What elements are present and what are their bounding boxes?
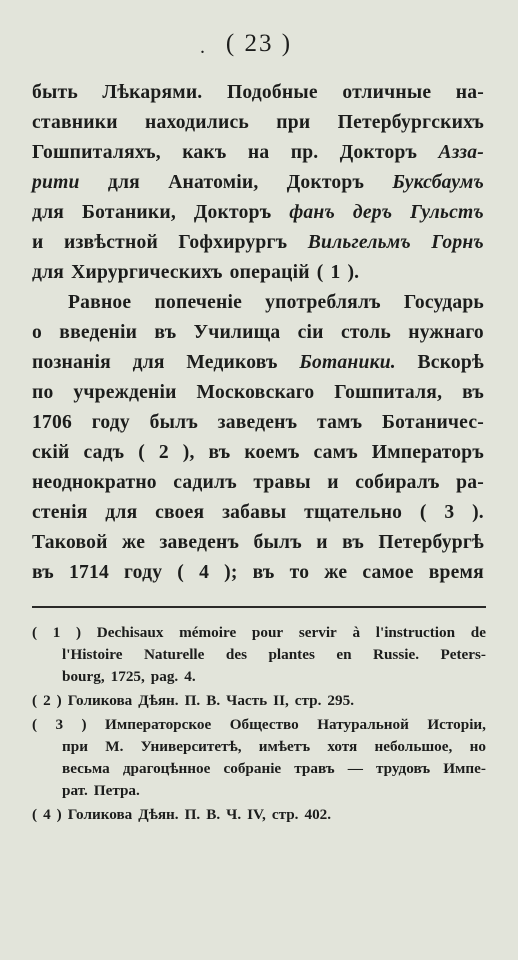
main-text xyxy=(32,78,484,588)
text-line: Таковой же заведенъ былъ и въ Петербургѣ xyxy=(32,532,484,553)
footnotes xyxy=(32,622,486,828)
text-line: неоднократно садилъ травы и собиралъ ра- xyxy=(32,472,484,493)
page-marker: . xyxy=(200,36,205,58)
footnote xyxy=(32,622,486,688)
page-number: ( 23 ) xyxy=(225,30,293,57)
text-line: 1706 году былъ заведенъ тамъ Ботаничес- xyxy=(32,412,484,433)
footnote-line: ( 4 ) Голикова Дѣян. П. В. Ч. IV, стр. 402. xyxy=(32,806,332,823)
text-line: для Ботаники, Докторъ фанъ деръ Гульстъ xyxy=(32,202,484,223)
text-line: въ 1714 году ( 4 ); въ то же самое время xyxy=(32,562,484,583)
footnote-line: рат. Петра. xyxy=(62,782,140,799)
text-line: рити для Анатоміи, Докторъ Буксбаумъ xyxy=(32,172,484,193)
footnote-line: ( 3 ) Императорское Общество Натуральной Исторіи, xyxy=(32,716,486,733)
footnote-line: при М. Университетѣ, имѣетъ хотя небольшое, но xyxy=(62,738,486,755)
footnote xyxy=(32,690,486,712)
footnote-line: ( 2 ) Голикова Дѣян. П. В. Часть II, стр. 295. xyxy=(32,692,354,709)
text-line: ставники находились при Петербургскихъ xyxy=(32,112,484,133)
footnote-line: весьма драгоцѣнное собраніе травъ — трудовъ Импе- xyxy=(62,760,486,777)
text-line: по учрежденіи Московскаго Гошпиталя, въ xyxy=(32,382,484,403)
text-line: о введеніи въ Училища сіи столь нужнаго xyxy=(32,322,484,343)
footnote-divider xyxy=(32,606,486,608)
footnote xyxy=(32,804,486,826)
text-line: познанія для Медиковъ Ботаники. Вскорѣ xyxy=(32,352,484,373)
text-line: стенія для своея забавы тщательно ( 3 ). xyxy=(32,502,484,523)
text-line: Равное попеченіе употреблялъ Государь xyxy=(68,292,484,313)
footnote-line: ( 1 ) Dechisaux mémoire pour servir à l'instruction de xyxy=(32,624,486,641)
footnote-line: l'Histoire Naturelle des plantes en Russie. Peters- xyxy=(62,646,486,663)
text-line: Гошпиталяхъ, какъ на пр. Докторъ Азза- xyxy=(32,142,484,163)
text-line: и извѣстной Гофхирургъ Вильгельмъ Горнъ xyxy=(32,232,484,253)
footnote xyxy=(32,714,486,802)
text-line: скій садъ ( 2 ), въ коемъ самъ Императоръ xyxy=(32,442,484,463)
footnote-line: bourg, 1725, pag. 4. xyxy=(62,668,196,685)
text-line: быть Лѣкарями. Подобные отличные на- xyxy=(32,82,484,103)
text-line: для Хирургическихъ операцій ( 1 ). xyxy=(32,262,360,283)
